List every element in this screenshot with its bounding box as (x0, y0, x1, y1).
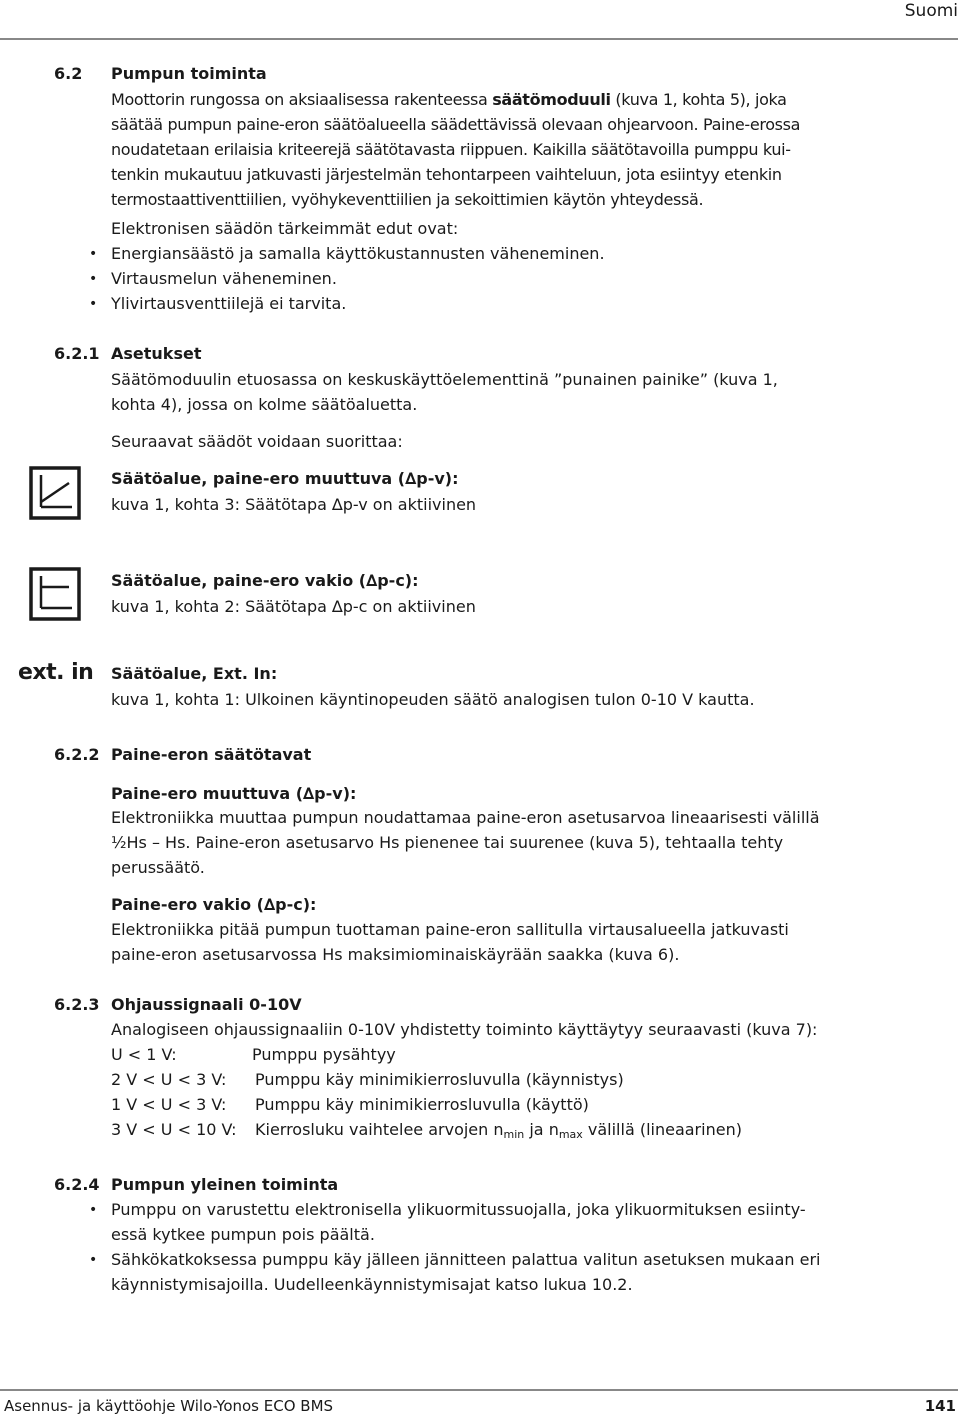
header-rule (0, 38, 958, 40)
mode-title: Säätöalue, paine-ero vakio (∆p-c): (111, 571, 419, 590)
list-item: Energiansäästö ja samalla käyttökustannusten väheneminen. (111, 244, 605, 263)
bullet-icon: • (89, 271, 98, 287)
bullet-icon: • (89, 246, 98, 262)
section-title: Pumpun yleinen toiminta (111, 1175, 339, 1194)
signal-description: Pumppu käy minimikierrosluvulla (käyttö) (255, 1095, 589, 1114)
document-title: Asennus- ja käyttöohje Wilo-Yonos ECO BMS (4, 1397, 334, 1415)
section-number: 6.2.2 (54, 745, 100, 764)
paragraph-line: paine-eron asetusarvossa Hs maksimiominaiskäyrään saakka (kuva 6). (111, 945, 680, 964)
paragraph-line: noudatetaan erilaisia kriteerejä säätötavasta riippuen. Kaikilla säätötavoilla pumppu kui- (111, 140, 791, 159)
paragraph-line: Säätömoduulin etuosassa on keskuskäyttöelementtinä ”punainen painike” (kuva 1, (111, 370, 778, 389)
paragraph-line: säätää pumpun paine-eron säätöalueella säädettävissä olevaan ohjearvoon. Paine-erossa (111, 115, 801, 134)
list-item-continuation: essä kytkee pumpun pois päältä. (111, 1225, 375, 1244)
section-number: 6.2.3 (54, 995, 100, 1014)
paragraph-line: Elektronisen säädön tärkeimmät edut ovat: (111, 219, 459, 238)
paragraph-line: termostaattiventtiilien, vyöhykeventtiilien ja sekoittimien käytön yhteydessä. (111, 190, 704, 209)
signal-description: Pumppu pysähtyy (252, 1045, 396, 1064)
signal-description: Pumppu käy minimikierrosluvulla (käynnistys) (255, 1070, 624, 1089)
paragraph-line: Elektroniikka muuttaa pumpun noudattamaa paine-eron asetusarvoa lineaarisesti välillä (111, 808, 820, 827)
subsection-title: Paine-ero vakio (∆p-c): (111, 895, 317, 914)
paragraph-line: Moottorin rungossa on aksiaalisessa rakenteessa säätömoduuli (kuva 1, kohta 5), joka (111, 90, 787, 109)
language-label: Suomi (904, 1, 958, 21)
signal-condition: 2 V < U < 3 V: (111, 1070, 227, 1089)
section-title: Asetukset (111, 344, 202, 363)
list-item-continuation: käynnistymisajoilla. Uudelleenkäynnistymisajat katso lukua 10.2. (111, 1275, 633, 1294)
paragraph-line: kohta 4), jossa on kolme säätöaluetta. (111, 395, 418, 414)
bullet-icon: • (89, 296, 98, 312)
signal-description: Kierrosluku vaihtelee arvojen $n_{min}$ ja $n_{max}$ välillä (lineaarinen) (255, 1120, 742, 1141)
list-item: Virtausmelun väheneminen. (111, 269, 337, 288)
subsection-title: Paine-ero muuttuva (∆p-v): (111, 784, 357, 803)
paragraph-line: Elektroniikka pitää pumpun tuottaman paine-eron sallitulla virtausalueella jatkuvasti (111, 920, 789, 939)
paragraph-line: perussäätö. (111, 858, 205, 877)
list-item: Ylivirtausventtiilejä ei tarvita. (111, 294, 347, 313)
list-item: Pumppu on varustettu elektronisella ylikuormitussuojalla, joka ylikuormituksen esiinty- (111, 1200, 806, 1219)
section-number: 6.2 (54, 64, 83, 83)
mode-text: kuva 1, kohta 3: Säätötapa ∆p-v on aktiivinen (111, 495, 477, 514)
mode-title: Säätöalue, paine-ero muuttuva (∆p-v): (111, 469, 459, 488)
paragraph-line: Analogiseen ohjaussignaaliin 0-10V yhdistetty toiminto käyttäytyy seuraavasti (kuva 7): (111, 1020, 818, 1039)
signal-condition: 1 V < U < 3 V: (111, 1095, 227, 1114)
delta-p-variable-icon (29, 466, 83, 521)
paragraph-line: Seuraavat säädöt voidaan suorittaa: (111, 432, 403, 451)
section-title: Ohjaussignaali 0-10V (111, 995, 302, 1014)
footer-rule (0, 1389, 958, 1391)
list-item: Sähkökatkoksessa pumppu käy jälleen jännitteen palattua valitun asetuksen mukaan eri (111, 1250, 821, 1269)
paragraph-line: tenkin mukautuu jatkuvasti järjestelmän tehontarpeen vaihteluun, jota esiintyy etenkin (111, 165, 782, 184)
bullet-icon: • (89, 1202, 98, 1218)
delta-p-constant-icon (29, 567, 83, 622)
section-number: 6.2.4 (54, 1175, 100, 1194)
page-number: 141 (924, 1397, 956, 1415)
section-title: Paine-eron säätötavat (111, 745, 312, 764)
mode-title: Säätöalue, Ext. In: (111, 664, 278, 683)
mode-text: kuva 1, kohta 2: Säätötapa ∆p-c on aktiivinen (111, 597, 476, 616)
signal-condition: 3 V < U < 10 V: (111, 1120, 237, 1139)
mode-text: kuva 1, kohta 1: Ulkoinen käyntinopeuden säätö analogisen tulon 0-10 V kautta. (111, 690, 755, 709)
ext-in-icon: ext. in (18, 660, 94, 685)
section-title: Pumpun toiminta (111, 64, 267, 83)
signal-condition: U < 1 V: (111, 1045, 177, 1064)
paragraph-line: ½Hs – Hs. Paine-eron asetusarvo Hs pienenee tai suurenee (kuva 5), tehtaalla tehty (111, 833, 784, 852)
section-number: 6.2.1 (54, 344, 100, 363)
bullet-icon: • (89, 1252, 98, 1268)
